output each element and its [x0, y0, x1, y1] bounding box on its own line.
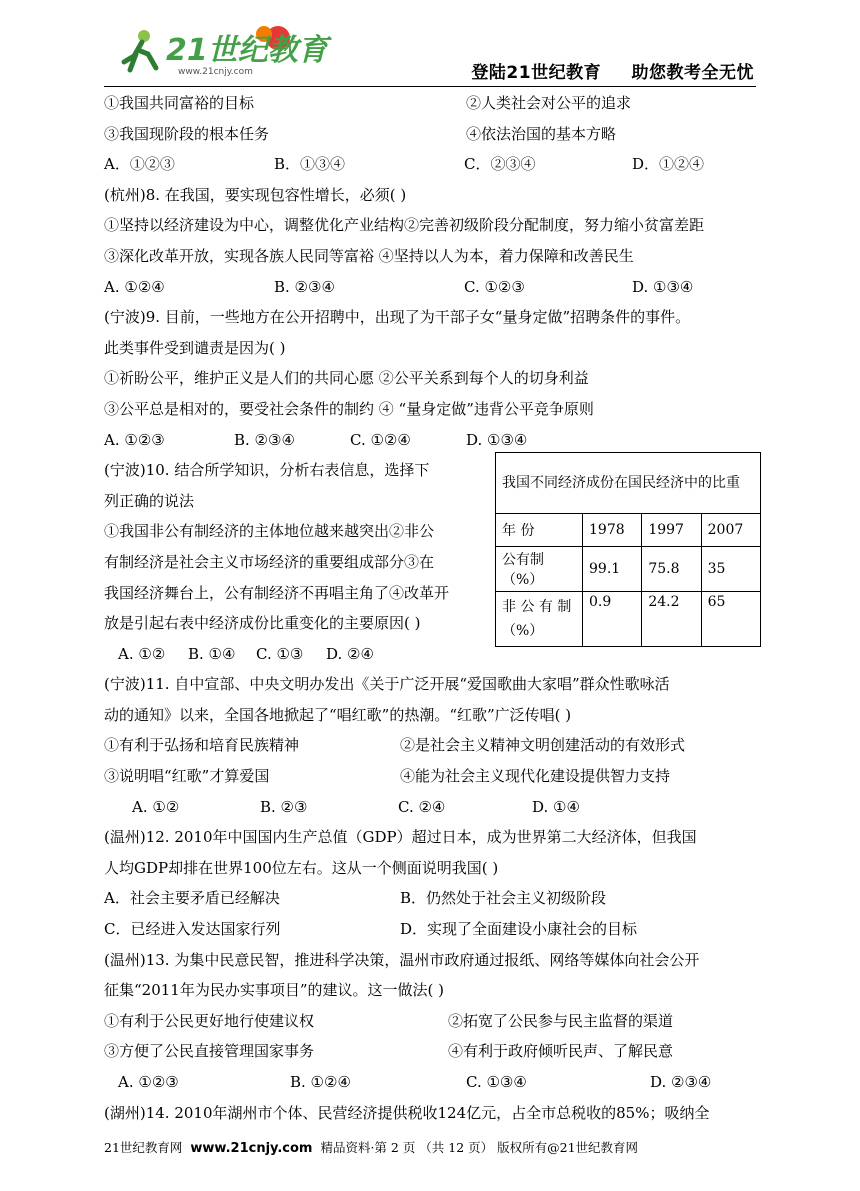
answer-option: B. ②③ — [260, 797, 308, 816]
text-line — [104, 119, 758, 150]
text-line — [104, 1067, 758, 1098]
text-line: 动的通知》以来，全国各地掀起了“唱红歌”的热潮。“红歌”广泛传唱( ) — [104, 705, 572, 724]
text-line: ①我国非公有制经济的主体地位越来越突出②非公 — [104, 522, 435, 541]
line-col-right: ④能为社会主义现代化建设提供智力支持 — [400, 767, 671, 786]
answer-option: A. ①② — [132, 797, 180, 816]
line-col-right: ②拓宽了公民参与民主监督的渠道 — [448, 1011, 674, 1030]
line-col-right: D．实现了全面建设小康社会的目标 — [400, 920, 638, 939]
table-cell: 24.2 — [642, 592, 701, 647]
answer-option: D. ①③④ — [632, 277, 694, 296]
text-line — [104, 730, 758, 761]
footer-right: 精品资料·第 2 页 （共 12 页） 版权所有@21世纪教育网 — [320, 1140, 639, 1155]
text-line — [104, 272, 758, 303]
table-cell: 35 — [701, 547, 760, 592]
text-line: (宁波)9. 目前，一些地方在公开招聘中，出现了为干部子女“量身定做”招聘条件的事件。 — [104, 308, 691, 327]
line-col-right: ②人类社会对公平的追求 — [466, 94, 632, 112]
text-line — [104, 425, 758, 456]
text-line — [104, 883, 758, 914]
answer-option: D. ②④ — [326, 644, 374, 663]
header-divider — [104, 86, 756, 87]
text-line: (宁波)11. 自中宣部、中央文明办发出《关于广泛开展“爱国歌曲大家唱”群众性歌咏活 — [104, 675, 670, 694]
footer-left: 21世纪教育网 — [104, 1140, 183, 1155]
table-header-row — [496, 514, 761, 547]
answer-option: D. ①④ — [532, 797, 580, 816]
table-caption-row — [496, 453, 761, 514]
answer-option: C. ①③④ — [466, 1073, 527, 1091]
answer-option: D．①②④ — [632, 155, 705, 174]
logo-graphic — [118, 24, 328, 80]
table-row — [496, 547, 761, 592]
table-cell: 65 — [701, 592, 760, 647]
answer-option: A．①②③ — [104, 155, 175, 174]
text-line: 人均GDP却排在世界100位左右。这从一个侧面说明我国( ) — [104, 858, 499, 877]
logo-url: www.21cnjy.com — [178, 67, 253, 77]
text-line: (杭州)8. 在我国，要实现包容性增长，必须( ) — [104, 185, 407, 204]
line-col-left: ①有利于弘扬和培育民族精神 — [104, 736, 300, 755]
line-col-left: ③我国现阶段的根本任务 — [104, 124, 270, 143]
line-col-left: ①有利于公民更好地行使建议权 — [104, 1011, 315, 1030]
text-line: 此类事件受到谴责是因为( ) — [104, 338, 286, 357]
answer-option: C．②③④ — [464, 155, 536, 174]
text-line: (温州)12. 2010年中国国内生产总值（GDP）超过日本，成为世界第二大经济体，但我国 — [104, 828, 697, 847]
text-line: 放是引起右表中经济成份比重变化的主要原因( ) — [104, 614, 421, 633]
line-col-left: ③说明唱“红歌”才算爱国 — [104, 767, 270, 786]
table-cell: 非 公 有 制（%） — [496, 592, 583, 647]
table-cell: 1978 — [583, 514, 642, 547]
line-col-right: ④依法治国的基本方略 — [466, 124, 617, 143]
answer-option: A. ①②③ — [104, 430, 165, 449]
text-line: 征集“2011年为民办实事项目”的建议。这一做法( ) — [104, 981, 444, 1000]
table-cell: 99.1 — [583, 547, 642, 592]
table-cell: 0.9 — [583, 592, 642, 647]
logo — [118, 24, 328, 80]
footer-url: www.21cnjy.com — [190, 1141, 313, 1156]
line-col-right: ②是社会主义精神文明创建活动的有效形式 — [400, 736, 686, 755]
text-line: ③公平总是相对的，要受社会条件的制约 ④ “量身定做”违背公平竞争原则 — [104, 399, 594, 418]
answer-option: B. ②③④ — [234, 430, 295, 449]
line-col-right: ④有利于政府倾听民声、了解民意 — [448, 1042, 674, 1061]
answer-option: A. ①②③ — [118, 1073, 179, 1091]
table-cell: 2007 — [701, 514, 760, 547]
table-cell: 75.8 — [642, 547, 701, 592]
text-line — [104, 792, 758, 823]
answer-option: B. ①④ — [188, 644, 236, 663]
answer-option: D. ①③④ — [466, 430, 528, 449]
economy-share-table — [495, 452, 761, 647]
line-col-left: ①我国共同富裕的目标 — [104, 94, 255, 112]
table-cell: 公有制（%） — [496, 547, 583, 592]
answer-option: B. ①②④ — [290, 1073, 351, 1091]
line-col-right: B．仍然处于社会主义初级阶段 — [400, 889, 607, 908]
text-line: ①坚持以经济建设为中心，调整优化产业结构②完善初级阶段分配制度，努力缩小贫富差距 — [104, 216, 705, 235]
slogan-left: 登陆21世纪教育 — [471, 63, 602, 83]
text-line — [104, 761, 758, 792]
table-cell: 1997 — [642, 514, 701, 547]
text-line: 我国经济舞台上，公有制经济不再唱主角了④改革开 — [104, 583, 450, 602]
answer-option: D. ②③④ — [650, 1073, 712, 1091]
answer-option: C. ①②③ — [464, 277, 525, 296]
text-line — [104, 88, 758, 119]
answer-option: C. ②④ — [398, 797, 446, 816]
answer-option: B. ②③④ — [274, 277, 335, 296]
text-line — [104, 149, 758, 180]
text-line: 列正确的说法 — [104, 491, 195, 510]
table-cell: 年 份 — [496, 514, 583, 547]
line-col-left: ③方便了公民直接管理国家事务 — [104, 1042, 315, 1061]
text-line: ③深化改革开放，实现各族人民同等富裕 ④坚持以人为本，着力保障和改善民生 — [104, 246, 634, 265]
line-col-left: C．已经进入发达国家行列 — [104, 920, 281, 939]
text-line: (湖州)14. 2010年湖州市个体、民营经济提供税收124亿元，占全市总税收的85%；吸纳全 — [104, 1103, 710, 1122]
text-line: (温州)13. 为集中民意民智，推进科学决策，温州市政府通过报纸、网络等媒体向社会公开 — [104, 950, 700, 969]
answer-option: B．①③④ — [274, 155, 346, 174]
header-slogan — [471, 58, 754, 83]
answer-option: C. ①③ — [256, 644, 304, 663]
table-caption: 我国不同经济成份在国民经济中的比重 — [496, 453, 761, 514]
text-line — [104, 1036, 758, 1067]
slogan-right: 助您教考全无忧 — [631, 63, 754, 83]
answer-option: C. ①②④ — [350, 430, 411, 449]
text-line: ①祈盼公平，维护正义是人们的共同心愿 ②公平关系到每个人的切身利益 — [104, 369, 589, 388]
line-col-left: A．社会主要矛盾已经解决 — [104, 889, 280, 908]
table-row — [496, 592, 761, 647]
page-footer — [104, 1138, 638, 1156]
text-line — [104, 1006, 758, 1037]
logo-text: 21世纪教育 — [166, 33, 328, 68]
text-line: 有制经济是社会主义市场经济的重要组成部分③在 — [104, 552, 435, 571]
answer-option: A. ①② — [118, 644, 166, 663]
text-line — [104, 914, 758, 945]
answer-option: A. ①②④ — [104, 277, 165, 296]
text-line: (宁波)10. 结合所学知识，分析右表信息，选择下 — [104, 461, 430, 480]
